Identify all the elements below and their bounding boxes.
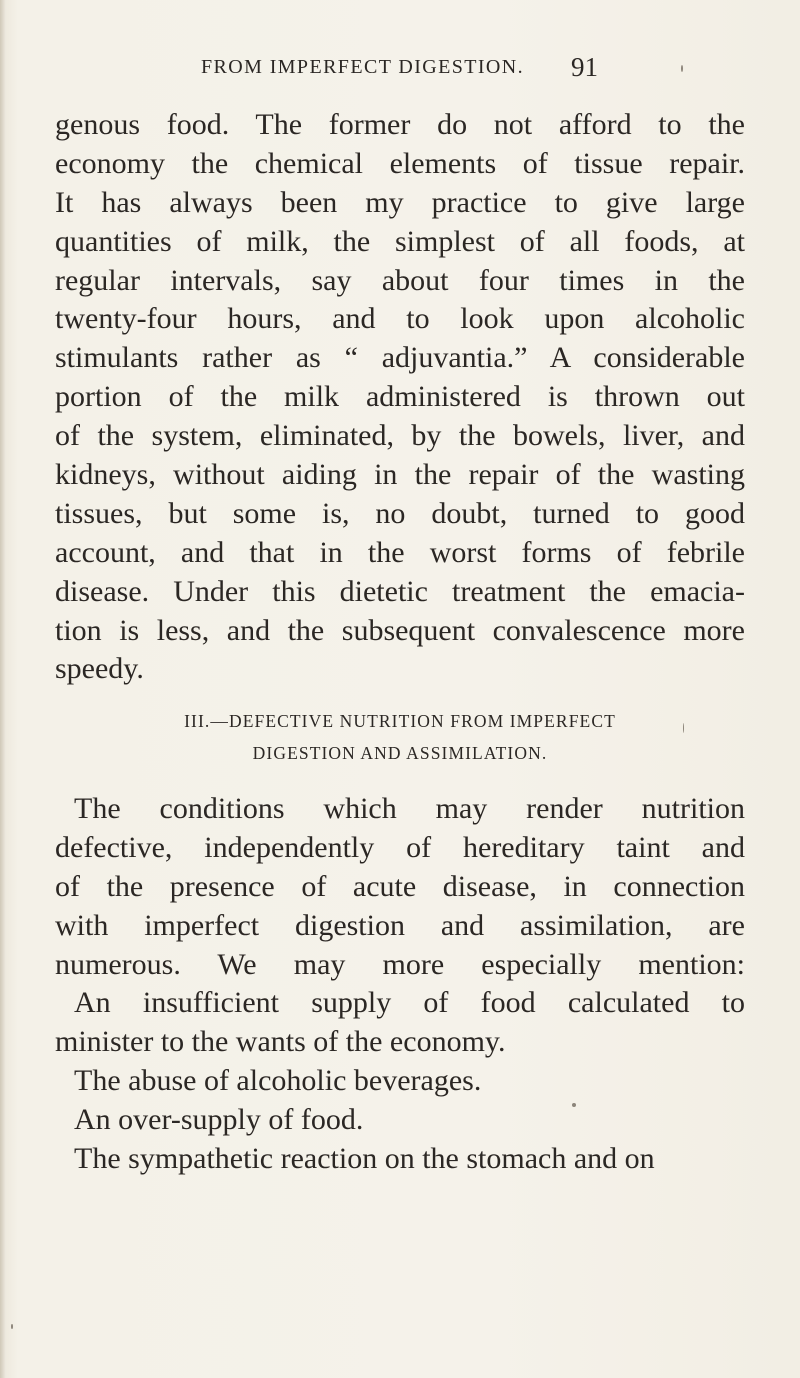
paper-speck	[683, 723, 684, 733]
text-line: The conditions which may render nutrition	[74, 792, 745, 825]
page-gutter-shadow	[0, 0, 6, 1378]
section-heading-line-2: DIGESTION AND ASSIMILATION.	[252, 743, 548, 763]
list-item-line: An insufficient supply of food calculated to	[74, 986, 745, 1020]
page-number: 91	[571, 52, 598, 82]
list-item-line: The abuse of alcoholic beverages.	[74, 1064, 482, 1098]
paragraph-milk-diet	[55, 106, 745, 689]
text-line: It has always been my practice to give large	[55, 185, 745, 219]
text-line: twenty-four hours, and to look upon alcoholic	[55, 302, 745, 336]
text-line: account, and that in the worst forms of febrile	[55, 535, 745, 569]
text-line: quantities of milk, the simplest of all foods, at	[55, 224, 745, 258]
paper-speck	[681, 65, 683, 72]
text-line: defective, independently of hereditary taint and	[55, 830, 745, 864]
list-item-line: The sympathetic reaction on the stomach and on	[74, 1142, 655, 1176]
text-line: regular intervals, say about four times in the	[55, 263, 745, 297]
list-item-line: minister to the wants of the economy.	[55, 1025, 506, 1059]
list-item-line: An over-supply of food.	[74, 1103, 364, 1137]
paragraph-defective-nutrition	[55, 790, 745, 1179]
text-line: of the system, eliminated, by the bowels, liver, and	[55, 419, 745, 453]
text-line: of the presence of acute disease, in connection	[55, 869, 745, 903]
text-line: tion is less, and the subsequent convalescence more	[55, 613, 745, 647]
text-line: portion of the milk administered is thrown out	[55, 380, 745, 414]
text-line: kidneys, without aiding in the repair of the wasting	[55, 458, 745, 492]
text-line: economy the chemical elements of tissue repair.	[55, 146, 745, 180]
running-head: FROM IMPERFECT DIGESTION.	[201, 56, 524, 78]
text-line: genous food. The former do not afford to the	[55, 108, 745, 141]
text-line: speedy.	[55, 652, 144, 686]
text-line: with imperfect digestion and assimilation, are	[55, 908, 745, 942]
page-header	[0, 52, 800, 86]
section-heading-line-1: III.—DEFECTIVE NUTRITION FROM IMPERFECT	[184, 711, 616, 731]
text-line: stimulants rather as “ adjuvantia.” A considerable	[55, 341, 745, 375]
text-line: disease. Under this dietetic treatment the emacia-	[55, 574, 745, 608]
paper-speck	[11, 1324, 13, 1329]
paper-speck	[572, 1103, 576, 1107]
text-line: tissues, but some is, no doubt, turned to good	[55, 496, 745, 530]
text-line: numerous. We may more especially mention:	[55, 947, 745, 981]
